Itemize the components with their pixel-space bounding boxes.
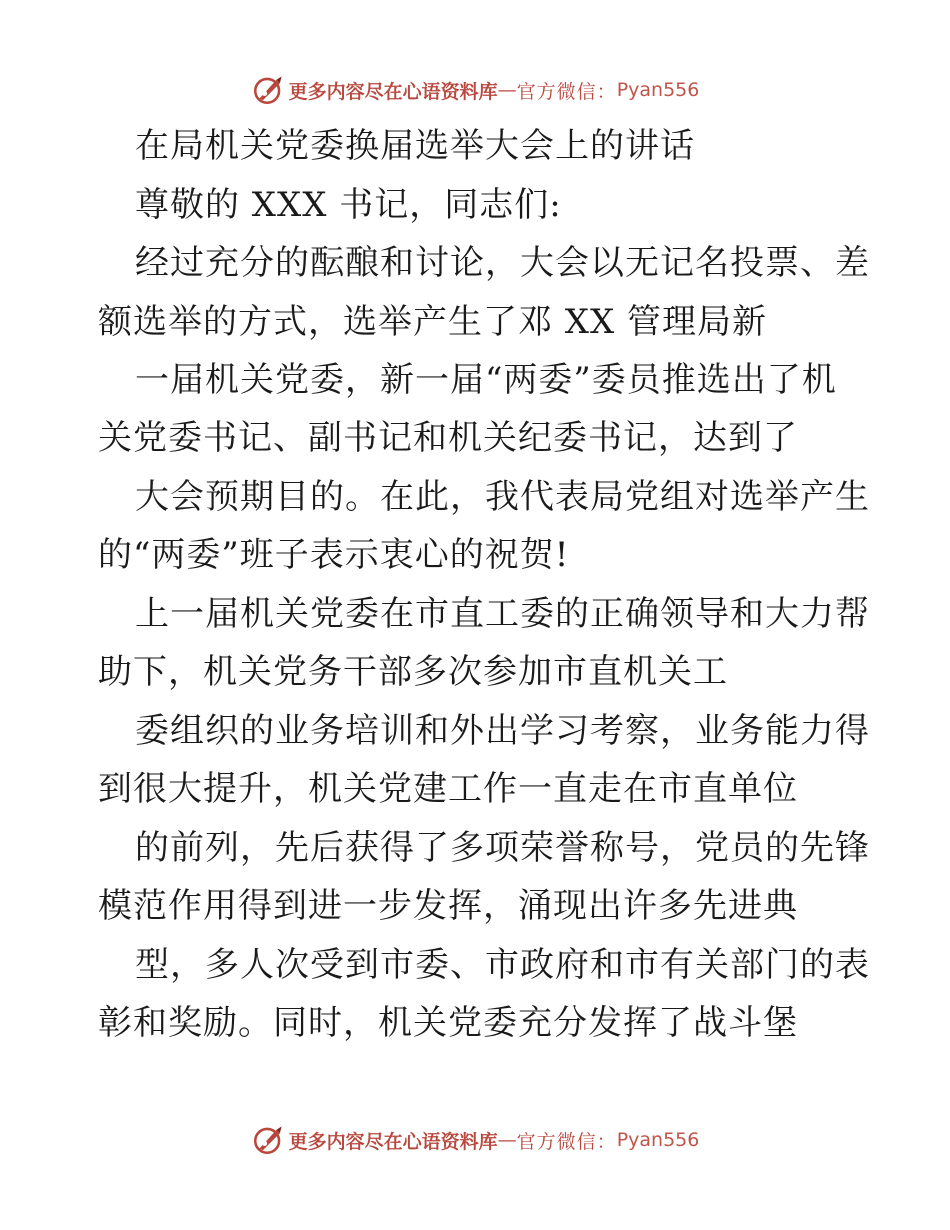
banner-main-text: 更多内容尽在心语资料库 [288,1130,498,1153]
paragraph-line: 彰和奖励。同时，机关党委充分发挥了战斗堡 [98,1003,798,1043]
header-watermark-banner [0,70,950,110]
paragraph-line: 经过充分的酝酿和讨论，大会以无记名投票、差 [135,243,870,283]
pen-logo-icon [251,1123,285,1157]
paragraph-line: 型，多人次受到市委、市政府和市有关部门的表 [135,945,870,985]
paragraph-line: 一届机关党委，新一届“两委”委员推选出了机 [135,360,837,400]
paragraph-line: 额选举的方式，选举产生了邓 XX 管理局新 [98,302,768,342]
pen-logo-icon [251,73,285,107]
paragraph-line: 的前列，先后获得了多项荣誉称号，党员的先锋 [135,828,870,868]
paragraph-line: 大会预期目的。在此，我代表局党组对选举产生 [135,477,870,517]
salutation: 尊敬的 XXX 书记，同志们: [135,185,562,225]
banner-main-text: 更多内容尽在心语资料库 [288,80,498,103]
paragraph-line: 关党委书记、副书记和机关纪委书记，达到了 [98,418,798,458]
banner-wechat-id: Pyan556 [616,1129,700,1151]
document-title: 在局机关党委换届选举大会上的讲话 [135,126,695,166]
banner-separator: — [497,79,517,101]
paragraph-line: 助下，机关党务干部多次参加市直机关工 [98,652,728,692]
banner-wechat-label: 官方微信： [516,80,617,103]
banner-wechat-label: 官方微信： [516,1130,617,1153]
paragraph-line: 到很大提升，机关党建工作一直走在市直单位 [98,769,798,809]
banner-separator: — [497,1129,517,1151]
footer-watermark-banner [0,1120,950,1160]
paragraph-line: 的“两委”班子表示衷心的祝贺! [98,535,570,575]
paragraph-line: 委组织的业务培训和外出学习考察，业务能力得 [135,711,870,751]
paragraph-line: 上一届机关党委在市直工委的正确领导和大力帮 [135,594,870,634]
banner-wechat-id: Pyan556 [616,79,700,101]
paragraph-line: 模范作用得到进一步发挥，涌现出许多先进典 [98,886,798,926]
